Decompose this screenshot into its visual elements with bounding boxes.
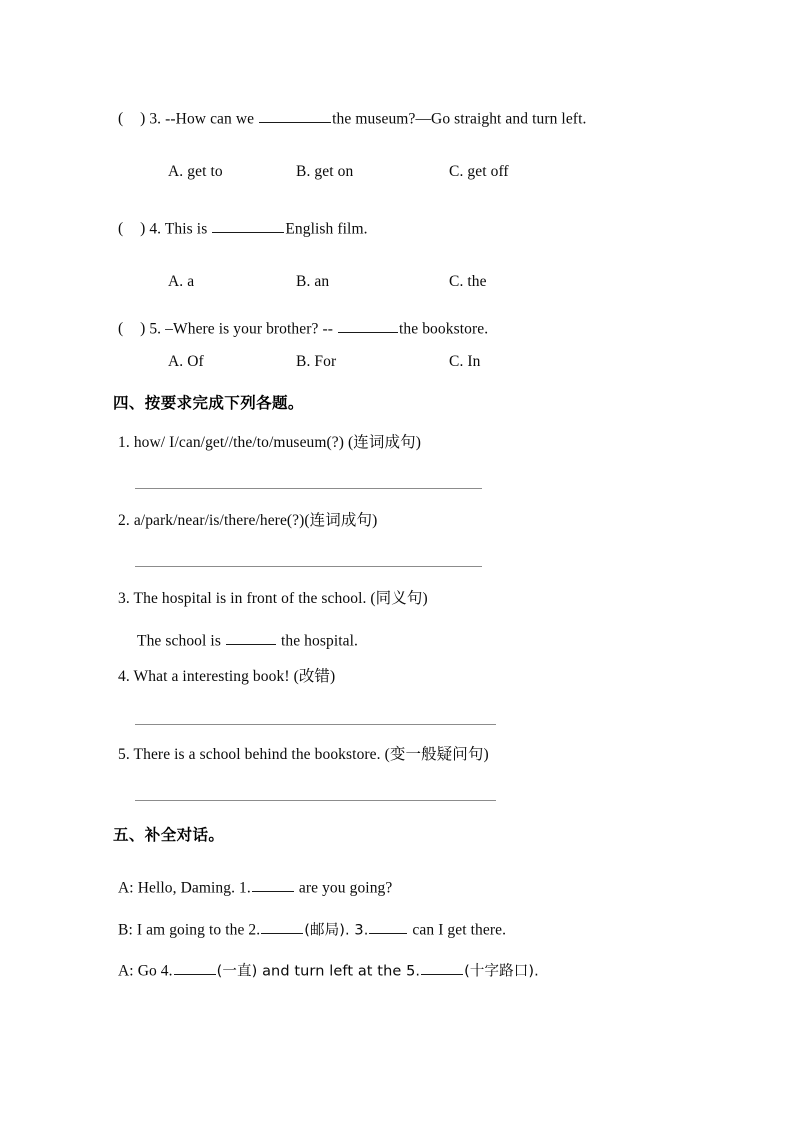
- inline-blank[interactable]: [252, 877, 294, 892]
- item-text: how/ I/can/get//the/to/museum(?) (连词成句): [133, 434, 421, 451]
- option-b[interactable]: B. For: [296, 353, 337, 370]
- dialogue-speaker: A:: [118, 879, 134, 897]
- option-b[interactable]: B. get on: [296, 163, 354, 180]
- option-c[interactable]: C. the: [449, 273, 487, 290]
- option-c[interactable]: C. get off: [449, 163, 509, 180]
- inline-blank[interactable]: [369, 919, 407, 934]
- item-number: 1.: [118, 434, 130, 451]
- item-3: [118, 590, 428, 608]
- item-1: [118, 434, 421, 452]
- section-heading-four: 四、按要求完成下列各题。: [113, 394, 304, 412]
- answer-rule-2[interactable]: [135, 566, 482, 567]
- answer-bracket[interactable]: ( ): [118, 220, 146, 238]
- inline-blank[interactable]: [226, 630, 276, 645]
- inline-blank[interactable]: [338, 318, 398, 333]
- inline-blank[interactable]: [212, 218, 284, 233]
- dialogue-text-1: I am going to the 2.: [136, 921, 261, 939]
- item-4: [118, 668, 335, 686]
- item-number: 4.: [118, 668, 130, 685]
- dialogue-text-3: (十字路口).: [464, 963, 539, 980]
- item-text: What a interesting book! (改错): [133, 668, 336, 685]
- dialogue-text-1: Go 4.: [137, 962, 173, 980]
- option-a[interactable]: A. get to: [168, 163, 223, 180]
- inline-blank[interactable]: [174, 960, 216, 975]
- answer-bracket[interactable]: ( ): [118, 110, 146, 128]
- item-text: a/park/near/is/there/here(?)(连词成句): [133, 512, 378, 529]
- item-text: There is a school behind the bookstore. (变一般疑问句): [133, 746, 489, 763]
- item-number: 3.: [118, 590, 130, 607]
- answer-bracket[interactable]: ( ): [118, 320, 146, 338]
- dialogue-speaker: A:: [118, 962, 134, 980]
- question-stem-after: the bookstore.: [399, 320, 489, 338]
- option-b[interactable]: B. an: [296, 273, 330, 290]
- item-answer-after: the hospital.: [280, 632, 359, 650]
- answer-rule-4[interactable]: [135, 724, 496, 725]
- item-2: [118, 512, 377, 530]
- inline-blank[interactable]: [259, 108, 331, 123]
- inline-blank[interactable]: [421, 960, 463, 975]
- dialogue-line-3: [118, 960, 539, 980]
- dialogue-text-2: (邮局). 3.: [304, 922, 369, 939]
- question-stem-after: the museum?—Go straight and turn left.: [332, 110, 587, 128]
- question-number: 4.: [149, 220, 162, 238]
- question-stem-before: This is: [164, 220, 208, 238]
- mc-question-3: [118, 108, 586, 128]
- question-stem-before: –Where is your brother? --: [165, 320, 334, 338]
- item-3-answer: [137, 630, 358, 650]
- question-stem-before: --How can we: [165, 110, 255, 128]
- inline-blank[interactable]: [261, 919, 303, 934]
- option-a[interactable]: A. a: [168, 273, 195, 290]
- dialogue-text-3: can I get there.: [412, 921, 507, 939]
- item-answer-before: The school is: [137, 632, 221, 650]
- dialogue-text-2: are you going?: [298, 879, 393, 897]
- item-number: 2.: [118, 512, 130, 529]
- item-5: [118, 746, 489, 764]
- question-number: 3.: [149, 110, 162, 128]
- item-number: 5.: [118, 746, 130, 763]
- answer-rule-1[interactable]: [135, 488, 482, 489]
- dialogue-line-1: [118, 877, 392, 897]
- mc-question-4: [118, 218, 368, 238]
- mc-question-5: [118, 318, 488, 338]
- dialogue-line-2: [118, 919, 506, 939]
- dialogue-text-1: Hello, Daming. 1.: [137, 879, 251, 897]
- question-number: 5.: [149, 320, 162, 338]
- item-text: The hospital is in front of the school. (同义句): [133, 590, 428, 607]
- dialogue-text-2: (一直) and turn left at the 5.: [216, 963, 421, 980]
- section-heading-five: 五、补全对话。: [113, 826, 225, 844]
- option-c[interactable]: C. In: [449, 353, 481, 370]
- option-a[interactable]: A. Of: [168, 353, 204, 370]
- question-stem-after: English film.: [285, 220, 368, 238]
- dialogue-speaker: B:: [118, 921, 133, 939]
- answer-rule-5[interactable]: [135, 800, 496, 801]
